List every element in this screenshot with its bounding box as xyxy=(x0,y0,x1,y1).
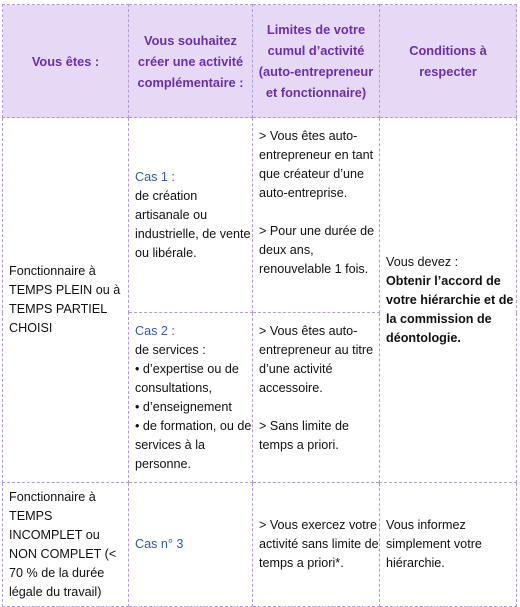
case-2-bullet: • d’enseignement xyxy=(135,400,232,414)
condition-lead: Vous devez : xyxy=(386,254,459,269)
case-1-cell xyxy=(129,118,253,313)
case-1-body: de création artisanale ou industrielle, de vente ou libérale. xyxy=(135,188,251,260)
case-3-title: Cas n° 3 xyxy=(135,537,184,551)
case-1-limit-line2: > Pour une durée de deux ans, renouvelable 1 fois. xyxy=(259,224,375,276)
case-2-title: Cas 2 : xyxy=(135,324,175,338)
case-2-cell xyxy=(129,313,253,483)
table-row xyxy=(3,118,517,313)
case-1-limit-cell xyxy=(253,118,380,313)
table-row xyxy=(3,483,517,607)
case-1-title: Cas 1 : xyxy=(135,169,175,184)
case-2-limit-line2: > Sans limite de temps a priori. xyxy=(259,419,349,452)
case-3-limit-cell: > Vous exercez votre activité sans limite de temps a priori*. xyxy=(253,483,380,607)
header-row xyxy=(3,5,517,118)
cumul-activite-table xyxy=(2,4,517,607)
case-1-limit-line1: > Vous êtes auto-entrepreneur en tant que créateur d’une auto-entreprise. xyxy=(259,129,374,200)
case-2-limit-cell xyxy=(253,313,380,483)
condition-cell-accord xyxy=(380,118,517,483)
header-limites-cumul: Limites de votre cumul d’activité (auto-entrepreneur et fonctionnaire) xyxy=(253,5,380,118)
spacer xyxy=(259,398,379,417)
condition-cell-informer: Vous informez simplement votre hiérarchie. xyxy=(380,483,517,607)
case-2-bullet: • de formation, ou de services à la personne. xyxy=(135,419,252,471)
header-conditions: Conditions à respecter xyxy=(380,5,517,118)
spacer xyxy=(259,203,379,222)
header-vous-etes: Vous êtes : xyxy=(3,5,129,118)
status-cell-temps-incomplet: Fonctionnaire à TEMPS INCOMPLET ou NON COMPLET (< 70 % de la durée légale du travail) xyxy=(3,483,129,607)
table-header xyxy=(3,5,517,118)
case-3-cell xyxy=(129,483,253,607)
status-cell-temps-plein: Fonctionnaire à TEMPS PLEIN ou à TEMPS PARTIEL CHOISI xyxy=(3,118,129,483)
case-2-limit-line1: > Vous êtes auto-entrepreneur au titre d’une activité accessoire. xyxy=(259,324,374,395)
case-2-intro: de services : xyxy=(135,343,206,357)
case-2-bullet: • d’expertise ou de consultations, xyxy=(135,362,239,395)
condition-emphasis: Obtenir l’accord de votre hiérarchie et de la commission de déontologie. xyxy=(386,273,514,345)
header-activite-complementaire: Vous souhaitez créer une activité complémentaire : xyxy=(129,5,253,118)
